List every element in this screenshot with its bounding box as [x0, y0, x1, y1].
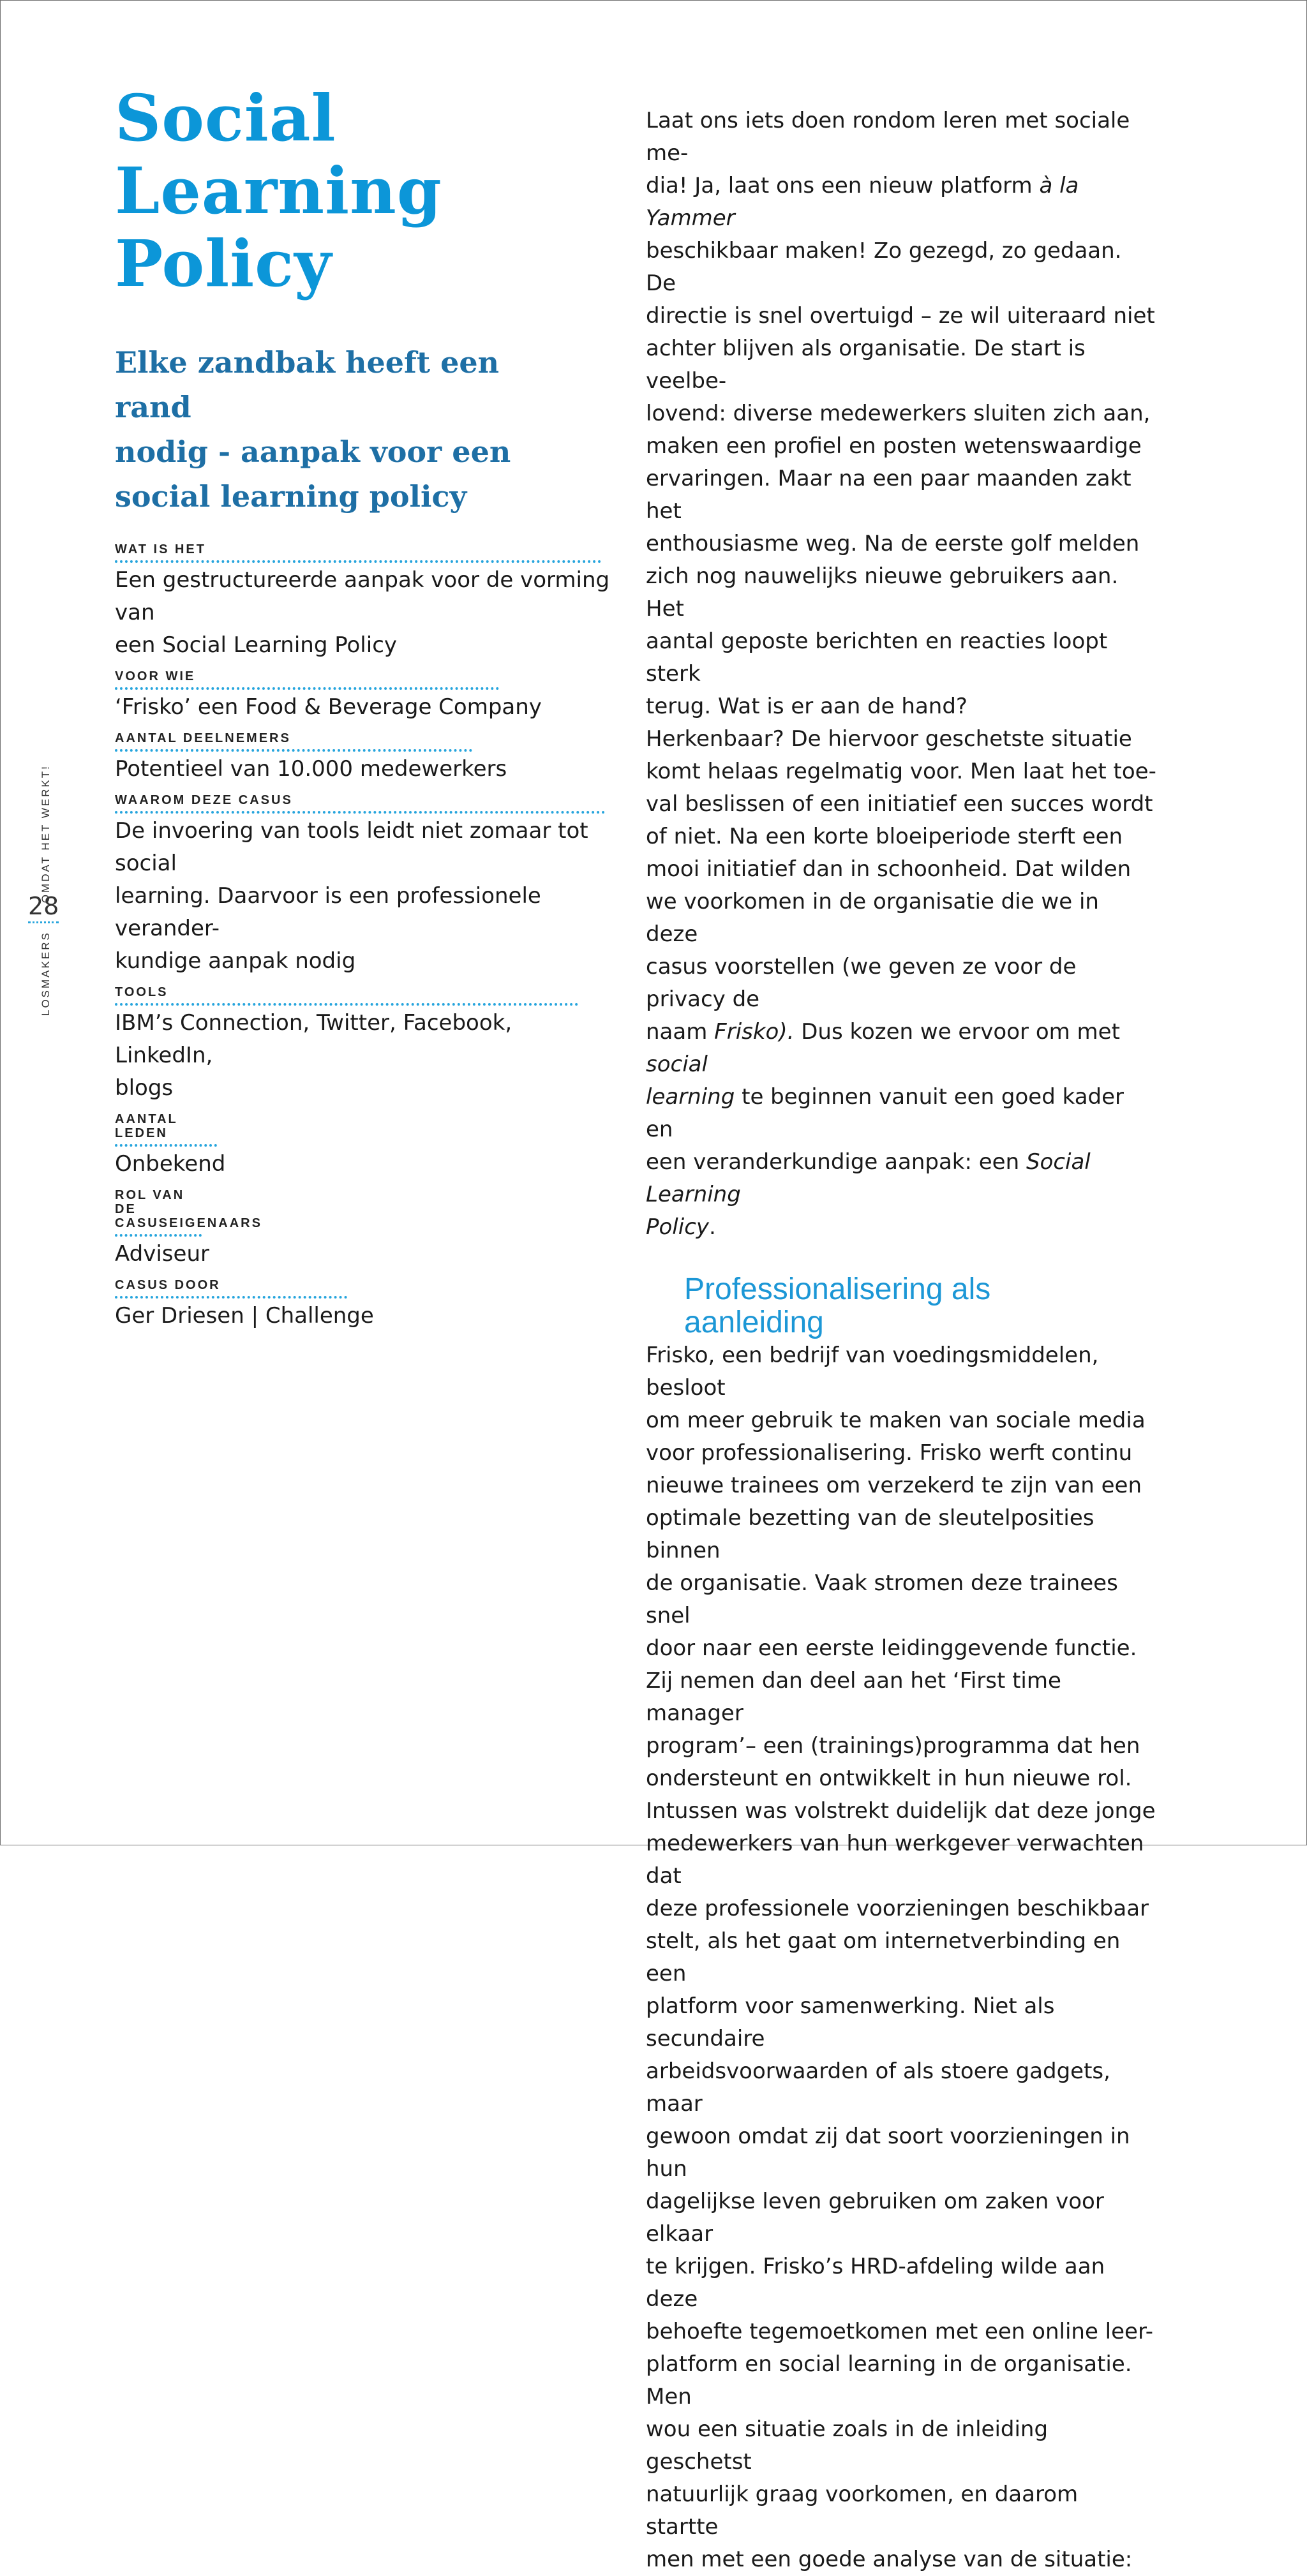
- fact-value-line: kundige aanpak nodig: [115, 948, 356, 974]
- text-line: voor professionalisering. Frisko werft continu: [646, 1440, 1133, 1466]
- title-line: Learning: [115, 153, 442, 228]
- text-line: [646, 1081, 1156, 1146]
- text-line: [646, 1211, 1156, 1244]
- heading-line: aanleiding: [684, 1306, 824, 1339]
- fact-value-line: blogs: [115, 1075, 174, 1101]
- book-title: LOSMAKERS: [40, 931, 52, 1016]
- fact-tools: [115, 985, 613, 1105]
- text-run-italic: à la Yammer: [646, 173, 1079, 231]
- fact-why: [115, 793, 613, 978]
- text-line: lovend: diverse medewerkers sluiten zich aan,: [646, 401, 1151, 426]
- fact-participants: [115, 731, 613, 785]
- section-paragraph: [646, 1339, 1156, 2576]
- text-line: gewoon omdat zij dat soort voorzieningen in hun: [646, 2124, 1130, 2182]
- text-line: platform en social learning in de organisatie. Men: [646, 2351, 1132, 2409]
- fact-label: CASUS DOOR: [115, 1278, 347, 1299]
- text-line: enthousiasme weg. Na de eerste golf melden: [646, 531, 1140, 556]
- running-header: [40, 764, 52, 1016]
- section-heading: [684, 1273, 1156, 1339]
- text-line: medewerkers van hun werkgever verwachten dat: [646, 1831, 1144, 1889]
- text-line: Laat ons iets doen rondom leren met sociale me-: [646, 108, 1130, 166]
- text-run-italic: Social Learning: [646, 1149, 1091, 1207]
- fact-label: ROL VAN DE CASUSEIGENAARS: [115, 1188, 202, 1237]
- fact-label: TOOLS: [115, 985, 578, 1006]
- page-number: 28: [28, 892, 59, 923]
- text-line: behoefte tegemoetkomen met een online leer-: [646, 2319, 1154, 2344]
- text-line: optimale bezetting van de sleutelposities binnen: [646, 1505, 1094, 1563]
- title-line: Policy: [115, 226, 332, 301]
- text-line: stelt, als het gaat om internetverbinding en een: [646, 1928, 1121, 1986]
- fact-value-line: IBM’s Connection, Twitter, Facebook, LinkedIn,: [115, 1010, 512, 1068]
- text-run-italic: Frisko).: [714, 1019, 795, 1045]
- text-line: Frisko, een bedrijf van voedingsmiddelen, besloot: [646, 1343, 1099, 1401]
- text-line: [646, 1016, 1156, 1081]
- fact-value-line: Potentieel van 10.000 medewerkers: [115, 756, 507, 782]
- text-line: achter blijven als organisatie. De start is veelbe-: [646, 336, 1086, 394]
- text-line: door naar een eerste leidinggevende functie.: [646, 1635, 1137, 1661]
- fact-label: WAAROM DEZE CASUS: [115, 793, 605, 814]
- fact-members: [115, 1112, 613, 1180]
- subtitle-line: Elke zandbak heeft een rand: [115, 345, 500, 424]
- text-line: program’– een (trainings)programma dat hen: [646, 1733, 1140, 1759]
- fact-value-line: Adviseur: [115, 1241, 209, 1267]
- text-line: casus voorstellen (we geven ze voor de privacy de: [646, 954, 1077, 1012]
- text-line: val beslissen of een initiatief een succes wordt: [646, 791, 1153, 817]
- text-run: naam: [646, 1019, 715, 1045]
- text-line: ondersteunt en ontwikkelt in hun nieuwe rol.: [646, 1766, 1132, 1791]
- fact-label: VOOR WIE: [115, 669, 499, 690]
- fact-value-line: Ger Driesen | Challenge: [115, 1303, 374, 1329]
- fact-value: [115, 1007, 613, 1105]
- fact-value-line: learning. Daarvoor is een professionele verander-: [115, 883, 541, 941]
- text-line: wou een situatie zoals in de inleiding geschetst: [646, 2416, 1049, 2475]
- text-line: de organisatie. Vaak stromen deze trainees snel: [646, 1570, 1118, 1628]
- text-run-italic: Policy: [646, 1214, 710, 1240]
- text-run: te beginnen vanuit een goed kader en: [646, 1084, 1124, 1142]
- text-line: aantal geposte berichten en reacties loopt sterk: [646, 629, 1108, 687]
- fact-value: [115, 1300, 613, 1332]
- chapter-title: OMDAT HET WERKT!: [40, 764, 52, 904]
- text-line: platform voor samenwerking. Niet als secundaire: [646, 1993, 1055, 2051]
- fact-label: WAT IS HET: [115, 542, 601, 563]
- text-line: [646, 170, 1156, 235]
- text-line: [646, 1146, 1156, 1211]
- text-line: ervaringen. Maar na een paar maanden zakt het: [646, 466, 1131, 524]
- text-run-italic: social: [646, 1052, 708, 1077]
- page-title: [115, 82, 562, 300]
- text-line: om meer gebruik te maken van sociale media: [646, 1408, 1146, 1433]
- fact-value-line: Een gestructureerde aanpak voor de vorming van: [115, 567, 610, 625]
- page-subtitle: [115, 340, 574, 519]
- fact-label: AANTAL LEDEN: [115, 1112, 217, 1147]
- fact-what: [115, 542, 613, 662]
- text-run: dia! Ja, laat ons een nieuw platform: [646, 173, 1040, 198]
- subtitle-line: social learning policy: [115, 479, 467, 514]
- text-line: we voorkomen in de organisatie die we in deze: [646, 889, 1099, 947]
- text-line: Intussen was volstrekt duidelijk dat deze jonge: [646, 1798, 1156, 1824]
- case-facts: [115, 542, 613, 1340]
- article-body: [646, 105, 1156, 2576]
- text-line: deze professionele voorzieningen beschikbaar: [646, 1896, 1149, 1921]
- text-line: te krijgen. Frisko’s HRD-afdeling wilde aan deze: [646, 2254, 1105, 2312]
- text-line: zich nog nauwelijks nieuwe gebruikers aan. Het: [646, 563, 1119, 622]
- text-line: nieuwe trainees om verzekerd te zijn van een: [646, 1473, 1142, 1498]
- text-line: mooi initiatief dan in schoonheid. Dat wilden: [646, 856, 1131, 882]
- fact-role: [115, 1188, 613, 1270]
- intro-paragraph: [646, 105, 1156, 1244]
- text-line: natuurlijk graag voorkomen, en daarom startte: [646, 2482, 1079, 2540]
- title-line: Social: [115, 80, 336, 156]
- text-line: men met een goede analyse van de situatie:: [646, 2547, 1133, 2572]
- subtitle-line: nodig - aanpak voor een: [115, 435, 511, 469]
- heading-line: Professionalisering als: [684, 1272, 991, 1306]
- fact-value-line: ‘Frisko’ een Food & Beverage Company: [115, 694, 542, 720]
- text-line: arbeidsvoorwaarden of als stoere gadgets, maar: [646, 2059, 1110, 2117]
- fact-value: [115, 1238, 613, 1270]
- fact-value: [115, 691, 613, 724]
- fact-who: [115, 669, 613, 724]
- fact-author: [115, 1278, 613, 1332]
- text-line: dagelijkse leven gebruiken om zaken voor elkaar: [646, 2189, 1104, 2247]
- text-run: .: [709, 1214, 716, 1240]
- fact-label: AANTAL DEELNEMERS: [115, 731, 472, 752]
- fact-value: [115, 1148, 613, 1180]
- text-line: maken een profiel en posten wetenswaardige: [646, 433, 1142, 459]
- text-line: directie is snel overtuigd – ze wil uiteraard niet: [646, 303, 1155, 329]
- text-run: een veranderkundige aanpak: een: [646, 1149, 1026, 1175]
- text-line: komt helaas regelmatig voor. Men laat het toe-: [646, 759, 1156, 784]
- text-line: terug. Wat is er aan de hand?: [646, 694, 967, 719]
- text-line: Zij nemen dan deel aan het ‘First time manager: [646, 1668, 1061, 1726]
- text-line: Herkenbaar? De hiervoor geschetste situatie: [646, 726, 1132, 752]
- text-run: Dus kozen we ervoor om met: [794, 1019, 1120, 1045]
- text-run-italic: learning: [646, 1084, 735, 1110]
- fact-value: [115, 564, 613, 662]
- fact-value-line: een Social Learning Policy: [115, 632, 398, 658]
- fact-value: [115, 753, 613, 785]
- fact-value-line: Onbekend: [115, 1151, 226, 1177]
- text-line: of niet. Na een korte bloeiperiode sterft een: [646, 824, 1123, 849]
- fact-value-line: De invoering van tools leidt niet zomaar tot social: [115, 818, 588, 876]
- fact-value: [115, 815, 613, 978]
- text-line: beschikbaar maken! Zo gezegd, zo gedaan. De: [646, 238, 1122, 296]
